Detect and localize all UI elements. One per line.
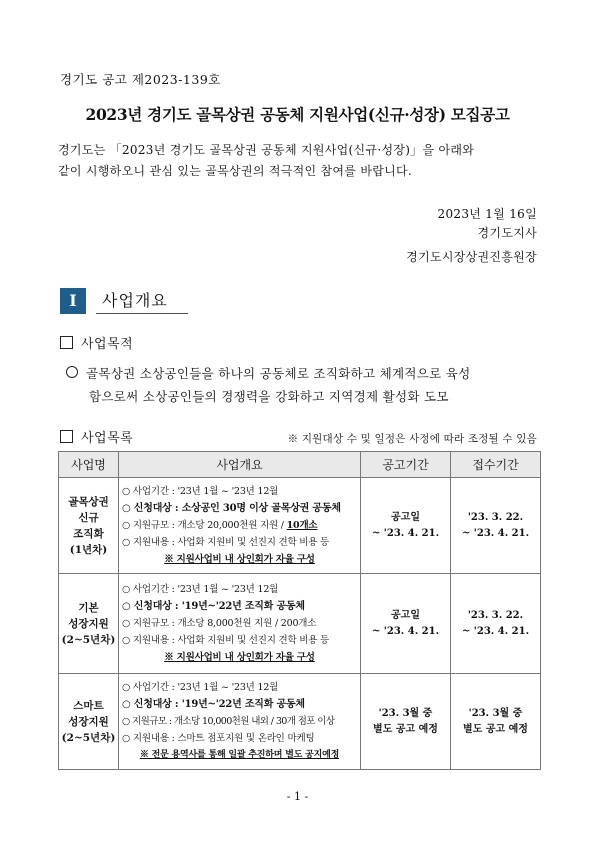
overview-cell: [119, 478, 361, 574]
purpose-text: [66, 362, 544, 408]
business-list-heading: [60, 427, 133, 446]
issue-date: 2023년 1월 16일: [437, 207, 537, 221]
business-name-cell: [59, 478, 119, 574]
overview-note-text: ※ 전문 용역사를 통해 일괄 추진하며 별도 공지예정: [139, 750, 340, 760]
business-name-line: 골목상권: [68, 495, 109, 508]
overview-target: ○ 신청대상 : '19년~'22년 조직화 공동체: [122, 699, 305, 710]
business-name-line: (1년차): [69, 543, 108, 556]
issuer-governor: 경기도지사: [477, 226, 537, 240]
overview-cell: [119, 574, 361, 674]
overview-period: ○ 사업기간 : '23년 1월 ~ '23년 12월: [122, 584, 279, 595]
business-name-line: 신규: [78, 511, 99, 524]
table-row: [59, 574, 541, 674]
notice-period-cell: [361, 674, 451, 770]
receipt-period-line: '23. 3월 중: [468, 707, 523, 719]
receipt-period-line: ~ '23. 4. 21.: [461, 625, 530, 637]
overview-content: ○ 지원내용 : 사업화 지원비 및 선진지 견학 비용 등: [122, 537, 330, 548]
intro-line-1: 경기도는 「2023년 경기도 골목상권 공동체 지원사업(신규·성장)」을 아래와: [58, 143, 475, 157]
notice-period-line: 별도 공고 예정: [373, 723, 438, 735]
table-row: [59, 478, 541, 574]
overview-note-text: ※ 지원사업비 내 상인회가 자율 구성: [164, 652, 315, 663]
intro-line-2: 같이 시행하오니 관심 있는 골목상권의 적극적인 참여를 바랍니다.: [58, 164, 413, 178]
receipt-period-line: ~ '23. 4. 21.: [461, 527, 530, 539]
overview-target: ○ 신청대상 : 소상공인 30명 이상 골목상권 공동체: [122, 503, 341, 514]
header-receipt-period: 접수기간: [451, 452, 541, 478]
overview-note-text: ※ 지원사업비 내 상인회가 자율 구성: [164, 554, 315, 565]
overview-note: [122, 649, 357, 666]
issuer-agency: 경기도시장상권진흥원장: [406, 250, 537, 264]
business-list-heading-label: 사업목록: [81, 431, 134, 446]
notice-period-line: 공고일: [391, 609, 420, 621]
bullet-circle-icon: [66, 366, 78, 378]
business-name-cell: [59, 674, 119, 770]
checkbox-square-icon: [60, 430, 73, 443]
header-notice-period: 공고기간: [361, 452, 451, 478]
receipt-period-cell: [451, 478, 541, 574]
business-name-cell: [59, 574, 119, 674]
overview-target: ○ 신청대상 : '19년~'22년 조직화 공동체: [122, 601, 305, 612]
overview-cell: [119, 674, 361, 770]
receipt-period-line: '23. 3. 22.: [467, 609, 524, 621]
intro-paragraph: [58, 140, 543, 182]
purpose-line-2: 함으로써 소상공인들의 경쟁력을 강화하고 지역경제 활성화 도모: [89, 389, 449, 404]
business-name-line: 기본: [78, 601, 99, 614]
business-name-line: 조직화: [73, 527, 104, 540]
header-business-name: 사업명: [59, 452, 119, 478]
purpose-heading: [60, 333, 133, 352]
notice-number: 경기도 공고 제2023-139호: [60, 72, 221, 87]
table-row: [59, 674, 541, 770]
overview-note: [122, 747, 357, 764]
receipt-period-cell: [451, 574, 541, 674]
notice-period-cell: [361, 478, 451, 574]
overview-scale: ○ 지원규모 : 개소당 8,000천원 지원 / 200개소: [122, 618, 317, 629]
purpose-line-1: 골목상권 소상공인들을 하나의 공동체로 조직화하고 체계적으로 육성: [86, 366, 471, 381]
overview-note: [122, 551, 357, 568]
notice-period-line: '23. 3월 중: [378, 707, 433, 719]
business-name-line: 스마트: [73, 699, 104, 712]
page-number: - 1 -: [286, 790, 309, 803]
section-title: 사업개요: [96, 288, 188, 314]
checkbox-square-icon: [60, 336, 73, 349]
notice-period-cell: [361, 574, 451, 674]
overview-content: ○ 지원내용 : 스마트 점포지원 및 온라인 마케팅: [122, 733, 315, 744]
overview-scale-count: 10개소: [286, 520, 318, 531]
schedule-note: ※ 지원대상 수 및 일정은 사정에 따라 조정될 수 있음: [287, 433, 537, 445]
header-overview: 사업개요: [119, 452, 361, 478]
overview-scale: ○ 지원규모 : 개소당 10,000천원 내외 / 30개 점포 이상: [122, 716, 335, 727]
notice-period-line: 공고일: [391, 511, 420, 523]
overview-content: ○ 지원내용 : 사업화 지원비 및 선진지 견학 비용 등: [122, 635, 330, 646]
purpose-heading-label: 사업목적: [81, 337, 134, 352]
overview-period: ○ 사업기간 : '23년 1월 ~ '23년 12월: [122, 486, 279, 497]
receipt-period-line: 별도 공고 예정: [463, 723, 528, 735]
receipt-period-line: '23. 3. 22.: [467, 511, 524, 523]
section-number: I: [60, 288, 86, 314]
notice-period-line: ~ '23. 4. 21.: [371, 527, 440, 539]
table-header-row: [59, 452, 541, 478]
overview-scale-text: ○ 지원규모 : 개소당 20,000천원 지원 /: [122, 520, 287, 531]
overview-period: ○ 사업기간 : '23년 1월 ~ '23년 12월: [122, 682, 279, 693]
business-name-line: (2~5년차): [61, 731, 116, 744]
business-name-line: 성장지원: [68, 715, 109, 728]
receipt-period-cell: [451, 674, 541, 770]
notice-period-line: ~ '23. 4. 21.: [371, 625, 440, 637]
business-name-line: 성장지원: [68, 617, 109, 630]
overview-scale: [122, 517, 357, 534]
document-title: 2023년 경기도 골목상권 공동체 지원사업(신규·성장) 모집공고: [85, 105, 510, 124]
business-table: [58, 451, 541, 770]
business-name-line: (2~5년차): [61, 633, 116, 646]
